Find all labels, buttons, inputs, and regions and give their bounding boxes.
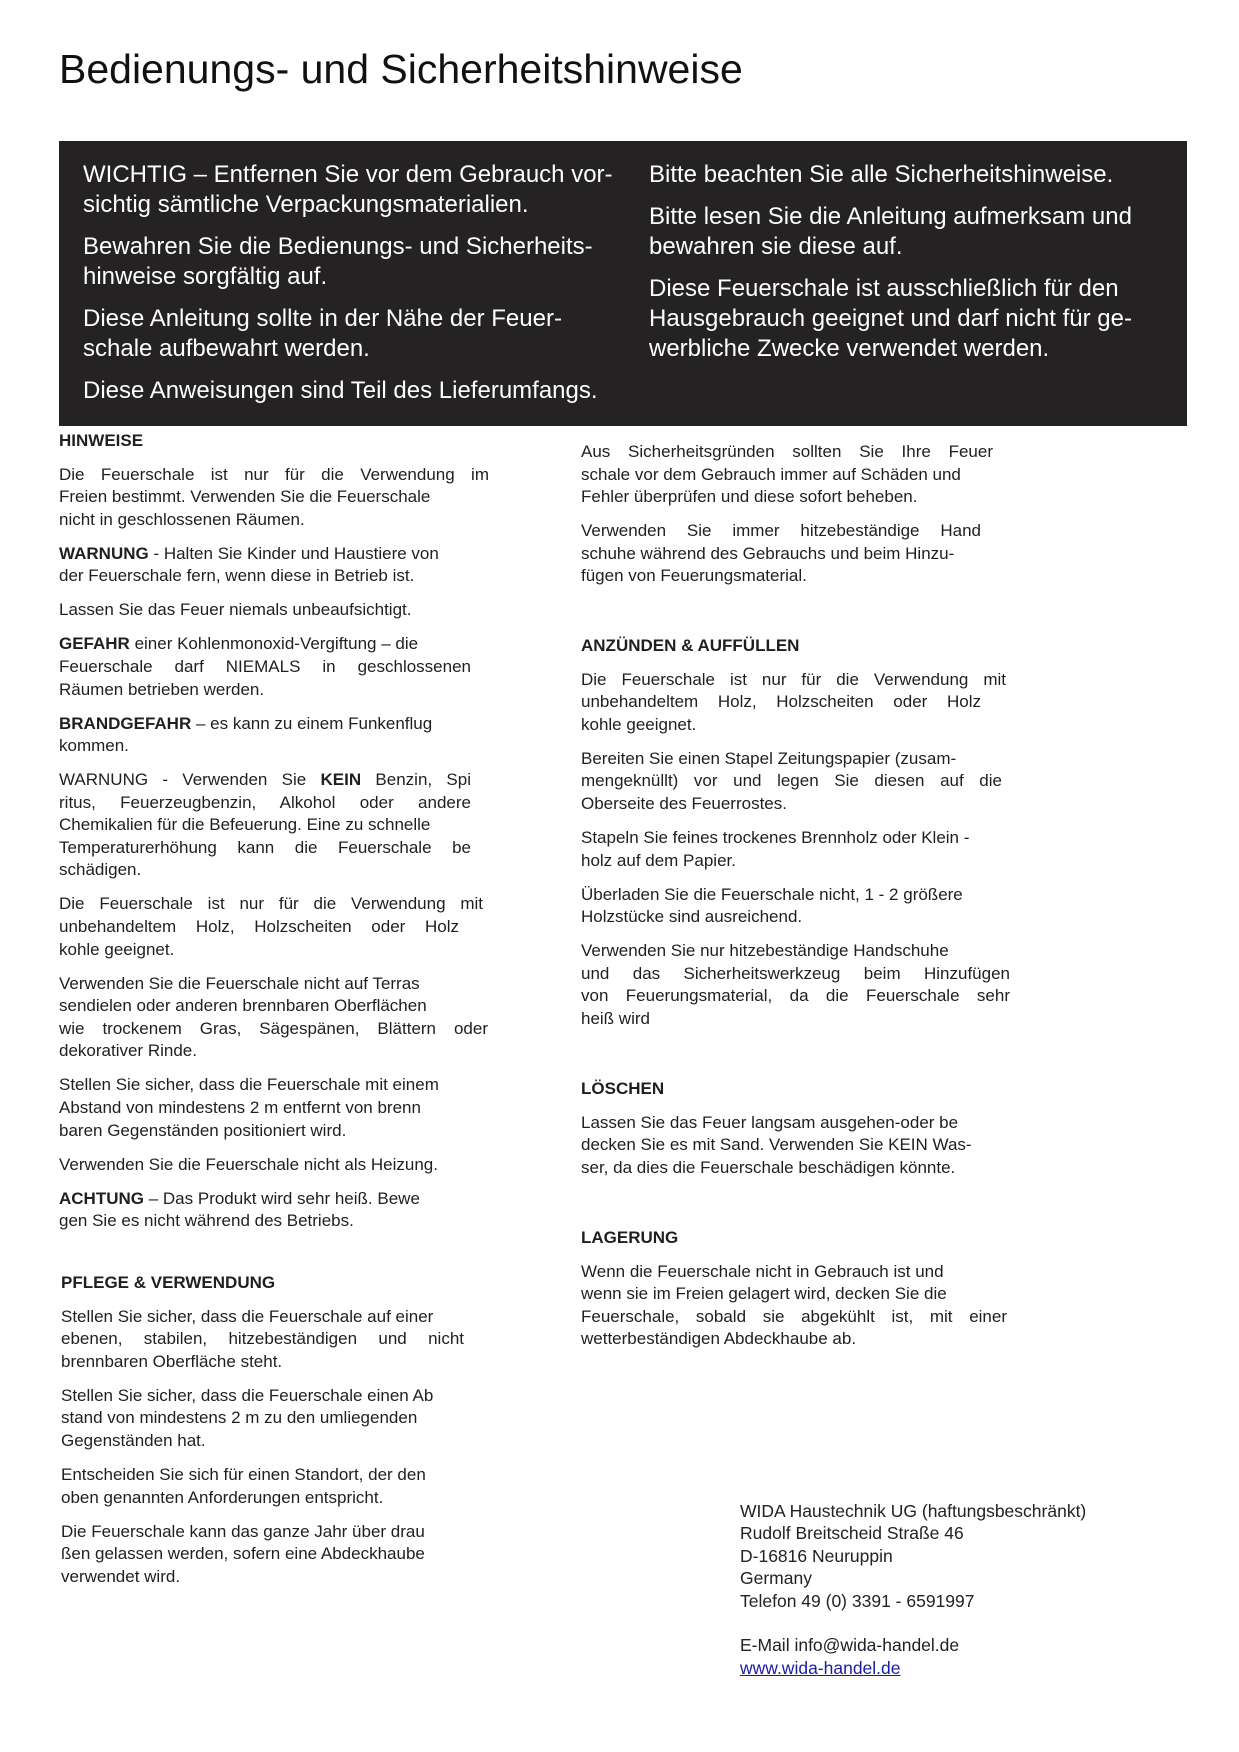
- paragraph: [581, 520, 1021, 588]
- important-notice-banner: [59, 141, 1187, 426]
- text-line: Fehler überprüfen und diese sofort beheben.: [581, 487, 918, 507]
- text-line: Feuerschale darf NIEMALS in geschlossenen: [59, 656, 471, 676]
- paragraph: [61, 1385, 491, 1453]
- text-line: kohle geeignet.: [59, 939, 175, 959]
- text-line: Die Feuerschale ist nur für die Verwendung mit: [581, 669, 1006, 689]
- banner-line: Diese Anweisungen sind Teil des Lieferumfangs.: [83, 377, 598, 404]
- text-line: kohle geeignet.: [581, 714, 697, 734]
- company-name: WIDA Haustechnik UG (haftungsbeschränkt): [740, 1501, 1087, 1521]
- text-line: brennbaren Oberfläche steht.: [61, 1351, 283, 1371]
- banner-line: hinweise sorgfältig auf.: [83, 263, 328, 290]
- country: Germany: [740, 1568, 812, 1589]
- text-line: WARNUNG - Verwenden Sie: [59, 770, 321, 790]
- text-line: Stellen Sie sicher, dass die Feuerschale auf einer: [61, 1306, 434, 1326]
- text-line: von Feuerungsmaterial, da die Feuerschale sehr: [581, 986, 1010, 1006]
- section-heading-anzuenden: ANZÜNDEN & AUFFÜLLEN: [581, 636, 800, 655]
- text-line: verwendet wird.: [61, 1566, 181, 1586]
- paragraph: [59, 1188, 489, 1233]
- text-line: wenn sie im Freien gelagert wird, decken Sie die: [581, 1284, 947, 1304]
- text-line: oben genannten Anforderungen entspricht.: [61, 1487, 384, 1507]
- text-line: gen Sie es nicht während des Betriebs.: [59, 1211, 354, 1231]
- paragraph: [581, 827, 1021, 872]
- banner-line: schale aufbewahrt werden.: [83, 335, 370, 362]
- text-line: - Halten Sie Kinder und Haustiere von: [148, 543, 439, 563]
- text-line: Die Feuerschale kann das ganze Jahr über drau: [61, 1521, 425, 1541]
- text-line: Aus Sicherheitsgründen sollten Sie Ihre Feuer: [581, 442, 993, 461]
- paragraph: [581, 1261, 1021, 1351]
- text-line: Benzin, Spi: [361, 770, 471, 790]
- paragraph: [581, 884, 1021, 929]
- text-line: ser, da dies die Feuerschale beschädigen könnte.: [581, 1157, 956, 1177]
- text-line: Räumen betrieben werden.: [59, 679, 265, 699]
- text-line: einer Kohlenmonoxid-Vergiftung – die: [129, 634, 419, 654]
- text-line: Oberseite des Feuerrostes.: [581, 793, 787, 813]
- text-line: unbehandeltem Holz, Holzscheiten oder Holz: [59, 917, 459, 937]
- text-line: ebenen, stabilen, hitzebeständigen und nicht: [61, 1329, 464, 1349]
- text-line: schuhe während des Gebrauchs und beim Hinzu-: [581, 543, 955, 563]
- page-title: Bedienungs- und Sicherheitshinweise: [59, 46, 743, 92]
- paragraph: [59, 599, 489, 622]
- text-line: wie trockenem Gras, Sägespänen, Blättern oder: [59, 1018, 488, 1038]
- company-address: [740, 1500, 1086, 1679]
- loeschen-section: [581, 1078, 1021, 1191]
- banner-left-column: [83, 160, 613, 418]
- text-line: Chemikalien für die Befeuerung. Eine zu schnelle: [59, 815, 431, 835]
- text-line: Die Feuerschale ist nur für die Verwendung mit: [59, 894, 483, 914]
- banner-line: werbliche Zwecke verwendet werden.: [649, 335, 1050, 362]
- paragraph: [59, 713, 489, 758]
- text-line: Wenn die Feuerschale nicht in Gebrauch ist und: [581, 1261, 944, 1281]
- text-line: Verwenden Sie immer hitzebeständige Hand: [581, 521, 981, 541]
- text-line: schale vor dem Gebrauch immer auf Schäden und: [581, 464, 961, 484]
- banner-line: Hausgebrauch geeignet und darf nicht für ge-: [649, 305, 1132, 332]
- banner-line: Bewahren Sie die Bedienungs- und Sicherheits-: [83, 233, 593, 260]
- text-line: heiß wird: [581, 1008, 650, 1028]
- paragraph: [59, 464, 489, 532]
- text-line: Bereiten Sie einen Stapel Zeitungspapier (zusam-: [581, 748, 957, 768]
- phone-number: Telefon 49 (0) 3391 - 6591997: [740, 1590, 975, 1611]
- text-line: Die Feuerschale ist nur für die Verwendung im: [59, 464, 489, 484]
- lagerung-section: [581, 1227, 1021, 1362]
- emphasis: KEIN: [320, 770, 362, 790]
- banner-paragraph: [83, 232, 613, 292]
- text-line: sendielen oder anderen brennbaren Oberflächen: [59, 996, 427, 1016]
- text-line: ßen gelassen werden, sofern eine Abdeckhaube: [61, 1544, 425, 1564]
- danger-label: GEFAHR: [59, 634, 130, 654]
- section-heading-lagerung: LAGERUNG: [581, 1228, 679, 1247]
- banner-line: sichtig sämtliche Verpackungsmaterialien.: [83, 191, 529, 218]
- paragraph: [581, 748, 1021, 816]
- text-line: – es kann zu einem Funkenflug: [191, 713, 433, 733]
- text-line: kommen.: [59, 736, 129, 756]
- text-line: mengeknüllt) vor und legen Sie diesen auf die: [581, 771, 1002, 791]
- text-line: Feuerschale, sobald sie abgekühlt ist, mit einer: [581, 1306, 1007, 1326]
- text-line: Stellen Sie sicher, dass die Feuerschale einen Ab: [61, 1385, 434, 1405]
- text-line: Abstand von mindestens 2 m entfernt von brenn: [59, 1097, 421, 1117]
- banner-paragraph: [83, 304, 613, 364]
- paragraph: [581, 441, 1021, 509]
- text-line: Holzstücke sind ausreichend.: [581, 907, 803, 927]
- paragraph: [581, 940, 1021, 1030]
- banner-line: bewahren sie diese auf.: [649, 233, 903, 260]
- email-address: E-Mail info@wida-handel.de: [740, 1635, 960, 1656]
- banner-paragraph: [83, 376, 613, 406]
- text-line: dekorativer Rinde.: [59, 1041, 197, 1061]
- banner-line: Bitte lesen Sie die Anleitung aufmerksam und: [649, 203, 1132, 230]
- paragraph: [59, 1074, 489, 1142]
- banner-paragraph: [649, 274, 1132, 364]
- section-heading-loeschen: LÖSCHEN: [581, 1079, 665, 1098]
- text-line: Verwenden Sie die Feuerschale nicht auf Terras: [59, 973, 420, 993]
- city-address: D-16816 Neuruppin: [740, 1545, 893, 1566]
- banner-line: Diese Anleitung sollte in der Nähe der Feuer-: [83, 305, 562, 332]
- text-line: Lassen Sie das Feuer langsam ausgehen-oder be: [581, 1112, 959, 1132]
- text-line: Freien bestimmt. Verwenden Sie die Feuerschale: [59, 487, 431, 507]
- street-address: Rudolf Breitscheid Straße 46: [740, 1523, 964, 1544]
- text-line: Temperaturerhöhung kann die Feuerschale be: [59, 837, 471, 857]
- paragraph: [59, 893, 489, 961]
- paragraph: [581, 1112, 1021, 1180]
- section-heading-hinweise: HINWEISE: [59, 431, 144, 450]
- pflege-section: [61, 1272, 491, 1600]
- text-line: Verwenden Sie nur hitzebeständige Handschuhe: [581, 941, 949, 961]
- paragraph: [59, 543, 489, 588]
- text-line: Stapeln Sie feines trockenes Brennholz oder Klein -: [581, 827, 970, 847]
- text-line: stand von mindestens 2 m zu den umliegenden: [61, 1408, 418, 1428]
- text-line: – Das Produkt wird sehr heiß. Bewe: [144, 1188, 420, 1208]
- text-line: und das Sicherheitswerkzeug beim Hinzufügen: [581, 963, 1010, 983]
- paragraph: [59, 633, 489, 701]
- text-line: schädigen.: [59, 860, 142, 880]
- text-line: baren Gegenständen positioniert wird.: [59, 1120, 347, 1140]
- text-line: unbehandeltem Holz, Holzscheiten oder Holz: [581, 692, 981, 712]
- text-line: nicht in geschlossenen Räumen.: [59, 509, 305, 529]
- warning-label: WARNUNG: [59, 543, 149, 563]
- banner-line: Bitte beachten Sie alle Sicherheitshinweise.: [649, 161, 1114, 188]
- banner-line: Diese Feuerschale ist ausschließlich für den: [649, 275, 1119, 302]
- banner-paragraph: [649, 160, 1132, 190]
- text-line: holz auf dem Papier.: [581, 850, 736, 870]
- text-line: Verwenden Sie die Feuerschale nicht als Heizung.: [59, 1154, 438, 1174]
- paragraph: [59, 973, 489, 1063]
- text-line: fügen von Feuerungsmaterial.: [581, 566, 807, 586]
- anzuenden-section: [581, 635, 1021, 1042]
- text-line: Gegenständen hat.: [61, 1430, 206, 1450]
- paragraph: [581, 669, 1021, 737]
- banner-paragraph: [649, 202, 1132, 262]
- hinweise-section: [59, 430, 489, 1244]
- fire-hazard-label: BRANDGEFAHR: [59, 713, 192, 733]
- text-line: decken Sie es mit Sand. Verwenden Sie KEIN Was-: [581, 1135, 972, 1155]
- paragraph: [59, 769, 489, 882]
- text-line: Stellen Sie sicher, dass die Feuerschale mit einem: [59, 1075, 439, 1095]
- text-line: Überladen Sie die Feuerschale nicht, 1 - 2 größere: [581, 884, 963, 904]
- text-line: der Feuerschale fern, wenn diese in Betrieb ist.: [59, 566, 415, 586]
- banner-line: WICHTIG – Entfernen Sie vor dem Gebrauch vor-: [83, 161, 613, 188]
- caution-label: ACHTUNG: [59, 1188, 144, 1208]
- paragraph: [61, 1306, 491, 1374]
- banner-paragraph: [83, 160, 613, 220]
- text-line: wetterbeständigen Abdeckhaube ab.: [581, 1329, 857, 1349]
- paragraph: [59, 1154, 489, 1177]
- website-link[interactable]: www.wida-handel.de: [740, 1657, 901, 1678]
- banner-right-column: [649, 160, 1132, 376]
- text-line: Lassen Sie das Feuer niemals unbeaufsichtigt.: [59, 600, 412, 620]
- paragraph: [61, 1464, 491, 1509]
- text-line: ritus, Feuerzeugbenzin, Alkohol oder andere: [59, 792, 471, 812]
- sicherheit-section: [581, 441, 1021, 599]
- text-line: Entscheiden Sie sich für einen Standort, der den: [61, 1464, 426, 1484]
- section-heading-pflege: PFLEGE & VERWENDUNG: [61, 1273, 276, 1292]
- paragraph: [61, 1521, 491, 1589]
